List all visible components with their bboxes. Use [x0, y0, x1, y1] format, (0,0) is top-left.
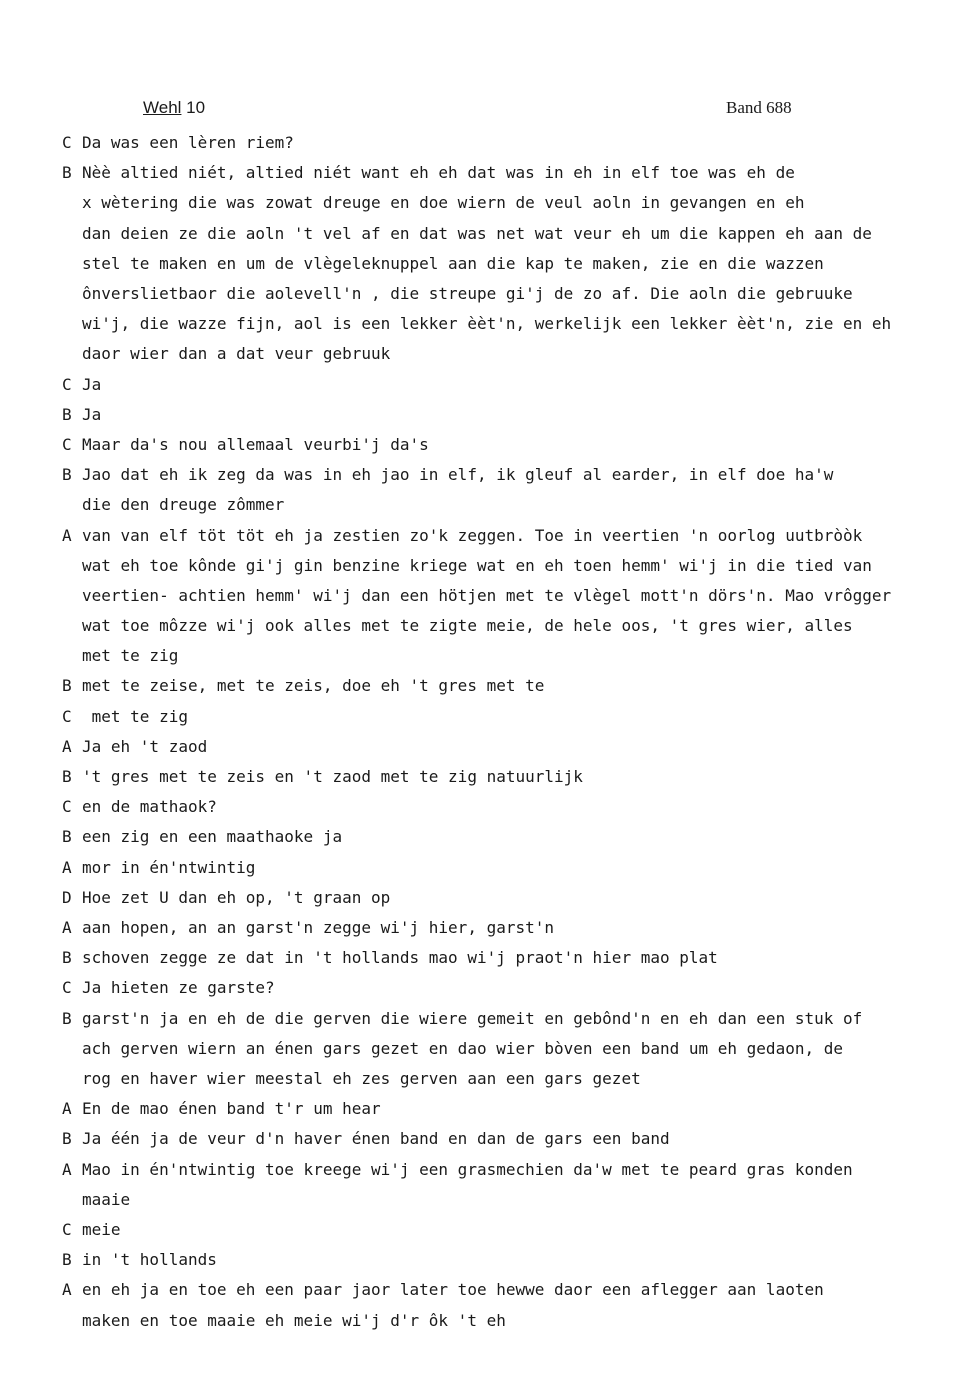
text-line: ach gerven wiern an énen gars gezet en dao wier bòven een band um eh gedaon, de: [82, 1038, 843, 1058]
text-line: schoven zegge ze dat in 't hollands mao wi'j praot'n hier mao plat: [82, 948, 718, 968]
turn-text: [82, 671, 942, 701]
text-line: van van elf töt töt eh ja zestien zo'k zeggen. Toe in veertien 'n oorlog uutbròòk: [82, 525, 863, 545]
speaker-label: A: [62, 1099, 72, 1119]
text-line: Mao in én'ntwintig toe kreege wi'j een grasmechien da'w met te peard gras konden: [82, 1159, 853, 1179]
text-line: met te zeise, met te zeis, doe eh 't gres met te: [82, 676, 545, 696]
tape-label: Band 688: [726, 98, 792, 117]
speaker-label: B: [62, 676, 72, 696]
text-line: Ja: [82, 374, 102, 394]
turn-text: [82, 430, 942, 460]
text-line: dan deien ze die aoln 't vel af en dat was net wat veur eh um die kappen eh aan de: [82, 223, 872, 243]
speaker-label: C: [62, 797, 72, 817]
text-line: meie: [82, 1220, 121, 1240]
text-line: Hoe zet U dan eh op, 't graan op: [82, 887, 391, 907]
text-line: Ja hieten ze garste?: [82, 978, 275, 998]
text-line: x wètering die was zowat dreuge en doe wiern de veul aoln in gevangen en eh: [82, 193, 805, 213]
text-line: Jao dat eh ik zeg da was in eh jao in elf, ik gleuf al earder, in elf doe ha'w: [82, 465, 834, 485]
transcript-turn: [62, 943, 942, 973]
turn-text: [82, 702, 942, 732]
turn-text: [82, 822, 942, 852]
transcript-turn: [62, 1155, 942, 1215]
speaker-label: B: [62, 767, 72, 787]
speaker-label: B: [62, 1008, 72, 1028]
text-line: maken en toe maaie eh meie wi'j d'r ôk 't eh: [82, 1310, 506, 1330]
speaker-label: C: [62, 133, 72, 152]
text-line: rog en haver wier meestal eh zes gerven aan een gars gezet: [82, 1069, 641, 1089]
text-line: garst'n ja en eh de die gerven die wiere gemeit en gebônd'n en eh dan een stuk of: [82, 1008, 863, 1028]
speaker-label: A: [62, 1159, 72, 1179]
turn-text: [82, 128, 942, 158]
transcript-turn: [62, 158, 942, 369]
text-line: en eh ja en toe eh een paar jaor later toe hewwe daor een aflegger aan laoten: [82, 1280, 824, 1300]
turn-text: [82, 792, 942, 822]
text-line: wat eh toe kônde gi'j gin benzine kriege wat en eh toen hemm' wi'j in die tied van: [82, 555, 872, 575]
text-line: en de mathaok?: [82, 797, 217, 817]
transcript-turn: [62, 973, 942, 1003]
speaker-label: C: [62, 978, 72, 998]
text-line: met te zig: [82, 646, 179, 666]
text-line: stel te maken en um de vlègeleknuppel aan die kap te maken, zie en die wazzen: [82, 253, 824, 273]
speaker-label: C: [62, 706, 72, 726]
transcript-turn: [62, 370, 942, 400]
transcript-turn: [62, 853, 942, 883]
turn-text: [82, 1275, 942, 1335]
transcript-turn: [62, 1245, 942, 1275]
speaker-label: C: [62, 1220, 72, 1240]
text-line: ônverslietbaor die aolevell'n , die streupe gi'j de zo af. Die aoln die gebruuke: [82, 283, 853, 303]
speaker-label: A: [62, 857, 72, 877]
turn-text: [82, 943, 942, 973]
speaker-label: A: [62, 736, 72, 756]
turn-text: [82, 853, 942, 883]
transcript-turn: [62, 1094, 942, 1124]
transcript-turn: [62, 822, 942, 852]
transcript: [62, 128, 942, 1336]
transcript-turn: [62, 913, 942, 943]
transcript-turn: [62, 1215, 942, 1245]
place-name: Wehl: [143, 98, 182, 117]
transcript-turn: [62, 1275, 942, 1335]
transcript-turn: [62, 732, 942, 762]
speaker-label: A: [62, 1280, 72, 1300]
speaker-label: B: [62, 948, 72, 968]
text-line: met te zig: [82, 706, 188, 726]
speaker-label: B: [62, 1129, 72, 1149]
transcript-turn: [62, 762, 942, 792]
turn-text: [82, 732, 942, 762]
text-line: aan hopen, an an garst'n zegge wi'j hier, garst'n: [82, 918, 555, 938]
transcript-turn: [62, 460, 942, 520]
turn-text: [82, 1094, 942, 1124]
text-line: die den dreuge zômmer: [82, 495, 285, 515]
text-line: veertien- achtien hemm' wi'j dan een hötjen met te vlègel mott'n dörs'n. Mao vrôgger: [82, 585, 892, 605]
text-line: Ja één ja de veur d'n haver énen band en dan de gars een band: [82, 1129, 670, 1149]
text-line: 't gres met te zeis en 't zaod met te zig natuurlijk: [82, 767, 583, 787]
text-line: mor in én'ntwintig: [82, 857, 256, 877]
transcript-turn: [62, 792, 942, 822]
page-number: 10: [186, 98, 206, 117]
speaker-label: B: [62, 163, 72, 183]
text-line: maaie: [82, 1189, 131, 1209]
turn-text: [82, 1215, 942, 1245]
speaker-label: B: [62, 465, 72, 485]
speaker-label: C: [62, 434, 72, 454]
speaker-label: D: [62, 887, 72, 907]
text-line: Ja eh 't zaod: [82, 736, 208, 756]
speaker-label: B: [62, 404, 72, 424]
text-line: een zig en een maathaoke ja: [82, 827, 343, 847]
text-line: wat toe môzze wi'j ook alles met te zigte meie, de hele oos, 't gres wier, alles: [82, 616, 853, 636]
transcript-turn: [62, 671, 942, 701]
transcript-turn: [62, 1124, 942, 1154]
turn-text: [82, 883, 942, 913]
text-line: Maar da's nou allemaal veurbi'j da's: [82, 434, 429, 454]
speaker-label: B: [62, 827, 72, 847]
turn-text: [82, 762, 942, 792]
text-line: in 't hollands: [82, 1250, 217, 1270]
text-line: En de mao énen band t'r um hear: [82, 1099, 381, 1119]
turn-text: [82, 158, 942, 369]
turn-text: [82, 1004, 942, 1095]
transcript-turn: [62, 702, 942, 732]
text-line: daor wier dan a dat veur gebruuk: [82, 344, 391, 364]
text-line: Da was een lèren riem?: [82, 133, 294, 152]
speaker-label: A: [62, 918, 72, 938]
speaker-label: C: [62, 374, 72, 394]
page-header-left: [143, 98, 205, 118]
turn-text: [82, 1155, 942, 1215]
transcript-turn: [62, 521, 942, 672]
speaker-label: A: [62, 525, 72, 545]
transcript-turn: [62, 883, 942, 913]
turn-text: [82, 521, 942, 672]
turn-text: [82, 1124, 942, 1154]
turn-text: [82, 913, 942, 943]
transcript-turn: [62, 400, 942, 430]
text-line: Ja: [82, 404, 102, 424]
transcript-turn: [62, 430, 942, 460]
transcript-turn: [62, 1004, 942, 1095]
turn-text: [82, 460, 942, 520]
turn-text: [82, 973, 942, 1003]
turn-text: [82, 400, 942, 430]
text-line: wi'j, die wazze fijn, aol is een lekker èèt'n, werkelijk een lekker èèt'n, zie en eh: [82, 314, 892, 334]
text-line: Nèè altied niét, altied niét want eh eh dat was in eh in elf toe was eh de: [82, 163, 795, 183]
turn-text: [82, 1245, 942, 1275]
speaker-label: B: [62, 1250, 72, 1270]
turn-text: [82, 370, 942, 400]
transcript-turn: [62, 128, 942, 158]
